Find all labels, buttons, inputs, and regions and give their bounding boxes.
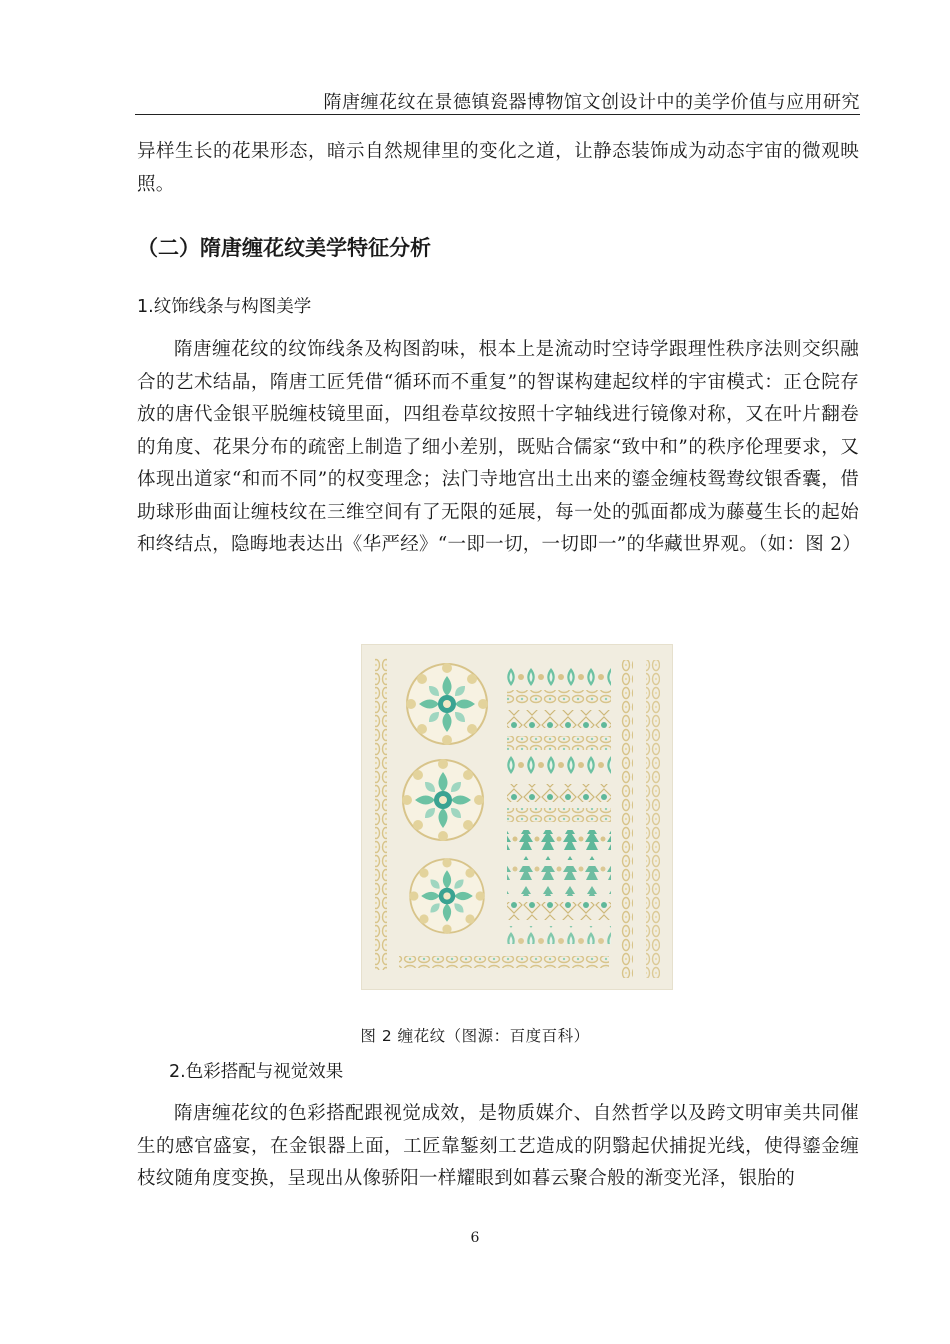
intro-paragraph: 异样生长的花果形态，暗示自然规律里的变化之道，让静态装饰成为动态宇宙的微观映照。: [137, 141, 859, 195]
body-paragraph-1: 隋唐缠花纹的纹饰线条及构图韵味，根本上是流动时空诗学跟理性秩序法则交织融合的艺术结晶，隋唐工匠凭借“循环而不重复”的智谋构建起纹样的宇宙模式：正仓院存放的唐代金银平脱缠枝镜里面，四组卷草纹按照十字轴线进行镜像对称，又在叶片翻卷的角度、花果分布的疏密上制造了细小差别，既贴合儒家“致中和”的秩序伦理要求，又体现出道家“和而不同”的权变理念；法门寺地宫出土出来的鎏金缠枝鸳鸯纹银香囊，借助球形曲面让缠枝纹在三维空间有了无限的延展，每一处的弧面都成为藤蔓生长的起始和终结点，隐晦地表达出《华严经》“一即一切，一切即一”的华藏世界观。（如：图 2）: [137, 339, 862, 555]
figure-caption: 图 2 缠花纹（图源：百度百科）: [360, 1027, 590, 1045]
figure-image: [361, 644, 673, 990]
body-paragraph-2: 隋唐缠花纹的色彩搭配跟视觉成效，是物质媒介、自然哲学以及跨文明审美共同催生的感官盛宴，在金银器上面，工匠靠錾刻工艺造成的阴翳起伏捕捉光线，使得鎏金缠枝纹随角度变换，呈现出从像骄阳一样耀眼到如暮云聚合般的渐变光泽，银胎的: [137, 1103, 859, 1189]
subsection-heading-2: 2.色彩搭配与视觉效果: [169, 1062, 344, 1082]
subsection-heading-1: 1.纹饰线条与构图美学: [137, 297, 312, 317]
header-rule: [135, 114, 860, 115]
floral-pattern-illustration: [361, 644, 673, 990]
section-heading: （二）隋唐缠花纹美学特征分析: [137, 236, 431, 260]
page-number: 6: [470, 1230, 480, 1246]
running-header: 隋唐缠花纹在景德镇瓷器博物馆文创设计中的美学价值与应用研究: [323, 92, 860, 113]
